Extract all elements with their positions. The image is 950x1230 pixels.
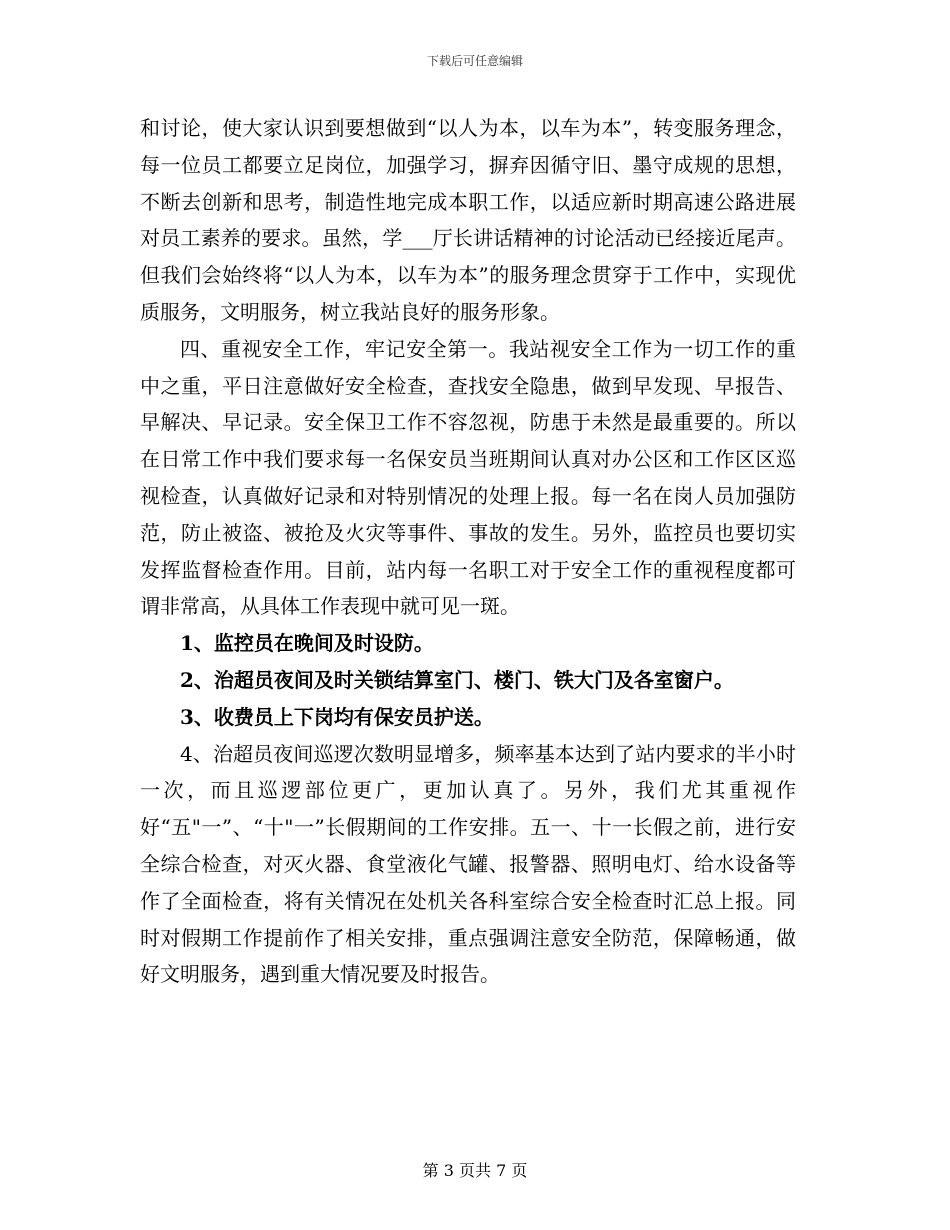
page-number: 第 3 页共 7 页 bbox=[422, 1161, 528, 1180]
paragraph-item-4: 4、治超员夜间巡逻次数明显增多，频率基本达到了站内要求的半小时一次，而且巡逻部位更广，更加认真了。另外，我们尤其重视作好“五"一”、“十"一”长假期间的工作安排。五一、十一长假之前，进行安全综合检查，对灭火器、食堂液化气罐、报警器、照明电灯、给水设备等作了全面检查，将有关情况在处机关各科室综合安全检查时汇总上报。同时对假期工作提前作了相关安排，重点强调注意安全防范，保障畅通，做好文明服务，遇到重大情况要及时报告。 bbox=[140, 741, 796, 987]
list-item-2: 2、治超员夜间及时关锁结算室门、楼门、铁大门及各室窗户。 bbox=[180, 667, 734, 692]
document-body bbox=[140, 110, 796, 993]
paragraph-continuation: 和讨论，使大家认识到要想做到“以人为本，以车为本”，转变服务理念，每一位员工都要立足岗位，加强学习，摒弃因循守旧、墨守成规的思想，不断去创新和思考，制造性地完成本职工作，以适应新时期高速公路进展对员工素养的要求。虽然，学___厅长讲话精神的讨论活动已经接近尾声。但我们会始终将“以人为本，以车为本”的服务理念贯穿于工作中，实现优质服务，文明服务，树立我站良好的服务形象。 bbox=[140, 116, 796, 324]
paragraph-section-four: 四、重视安全工作，牢记安全第一。我站视安全工作为一切工作的重中之重，平日注意做好安全检查，查找安全隐患，做到早发现、早报告、早解决、早记录。安全保卫工作不容忽视，防患于未然是最重要的。所以在日常工作中我们要求每一名保安员当班期间认真对办公区和工作区区巡视检查，认真做好记录和对特别情况的处理上报。每一名在岗人员加强防范，防止被盗、被抢及火灾等事件、事故的发生。另外，监控员也要切实发挥监督检查作用。目前，站内每一名职工对于安全工作的重视程度都可谓非常高，从具体工作表现中就可见一斑。 bbox=[140, 336, 796, 619]
list-item-3: 3、收费员上下岗均有保安员护送。 bbox=[180, 704, 494, 729]
list-item-1: 1、监控员在晚间及时设防。 bbox=[180, 631, 434, 656]
page-header-note: 下载后可任意编辑 bbox=[426, 54, 523, 68]
